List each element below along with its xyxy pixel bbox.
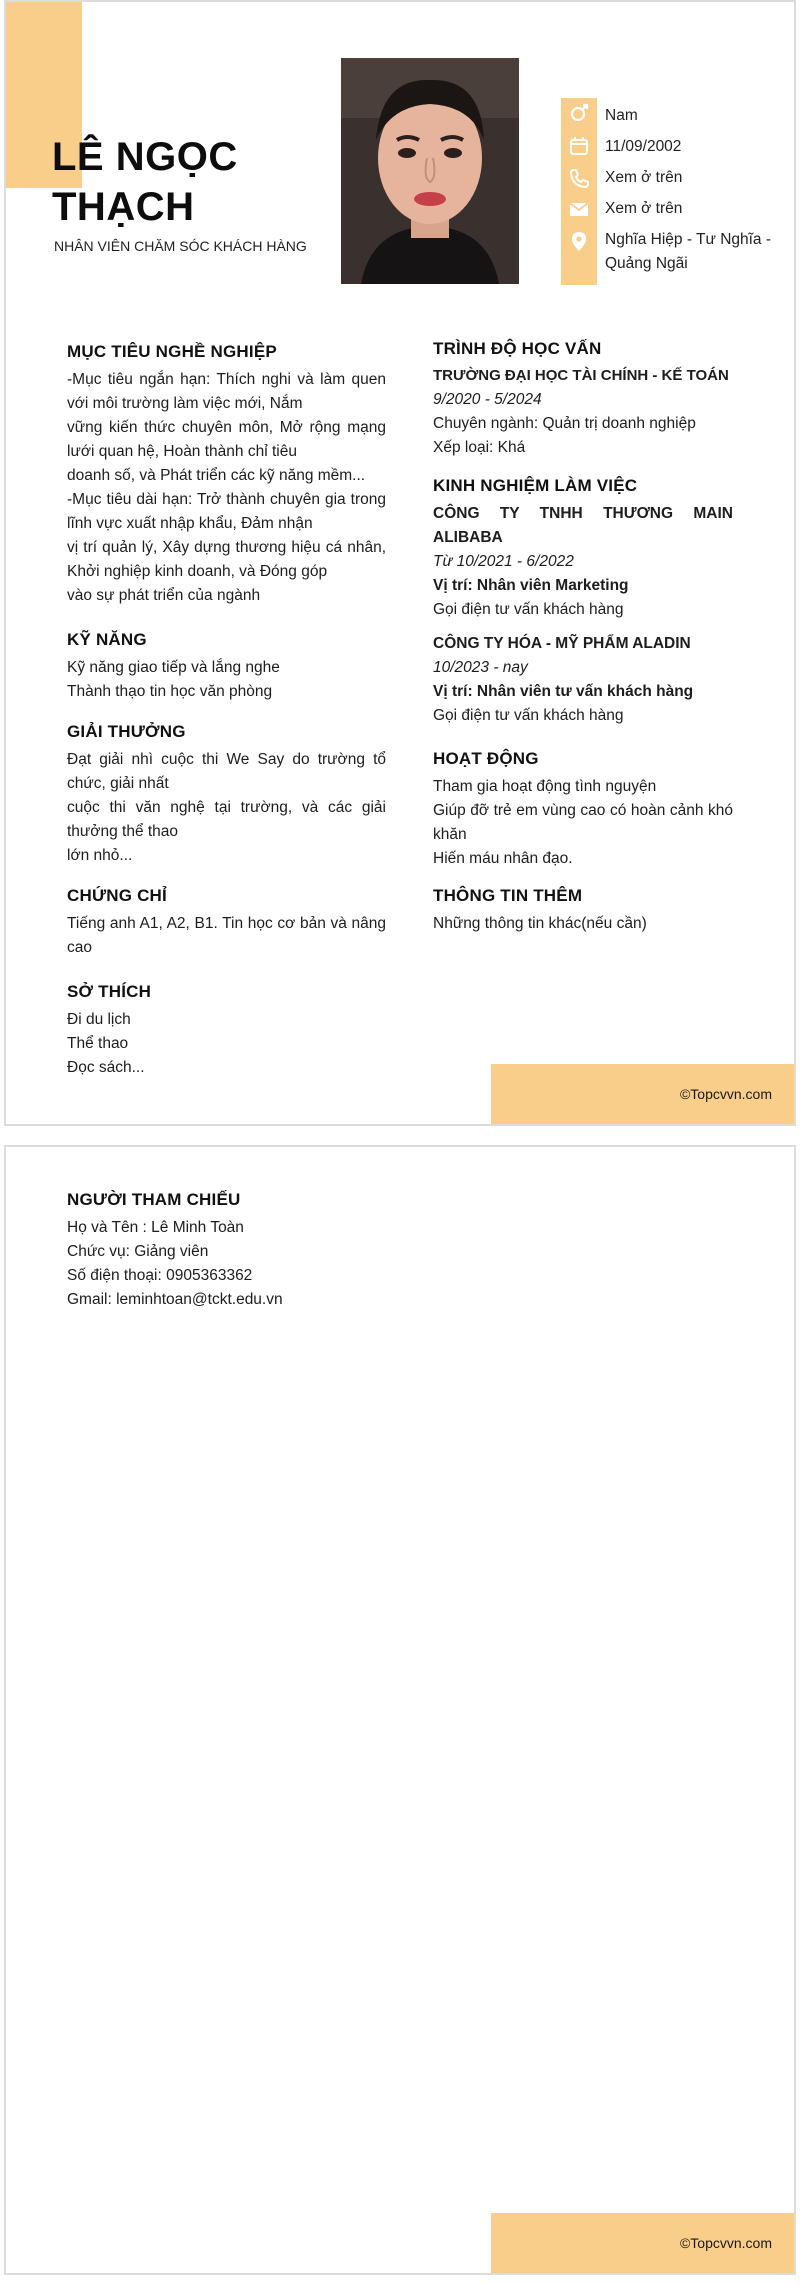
activity-line: Giúp đỡ trẻ em vùng cao có hoàn cảnh khó khăn [433,802,733,843]
skill-item: Thành thạo tin học văn phòng [67,683,273,700]
footer-band [491,1064,794,1124]
name-line-1: LÊ NGỌC [52,135,238,179]
job-title: NHÂN VIÊN CHĂM SÓC KHÁCH HÀNG [54,238,307,254]
footer-band [491,2213,794,2273]
name-line-2: THẠCH [52,185,195,229]
mail-icon [568,198,590,220]
objective-text [67,368,386,608]
footer-brand: ©Topcvvn.com [679,2235,772,2251]
gender-icon [568,102,590,124]
contact-icon-bar [561,98,597,285]
section-title-more-info: THÔNG TIN THÊM [433,886,583,905]
objective-line: vị trí quản lý, Xây dựng thương hiệu cá nhân, Khởi nghiệp kinh doanh, và Đóng góp [67,539,386,580]
job-description: Gọi điện tư vấn khách hàng [433,707,624,724]
objective-line: vào sự phát triển của ngành [67,587,261,604]
more-info-text: Những thông tin khác(nếu cần) [433,915,647,932]
calendar-icon [568,135,590,157]
awards-text [67,748,386,868]
section-title-hobbies: SỞ THÍCH [67,982,152,1001]
school-name: TRƯỜNG ĐẠI HỌC TÀI CHÍNH - KẾ TOÁN [433,367,729,384]
cv-page-1 [4,0,796,1126]
activities-block [433,775,733,871]
reference-line: Chức vụ: Giảng viên [67,1243,209,1260]
portrait-image [341,58,519,284]
hobby-item: Đi du lịch [67,1011,131,1028]
activity-line: Hiến máu nhân đạo. [433,850,573,867]
company-name: CÔNG TY HÓA - MỸ PHẨM ALADIN [433,635,691,652]
hobby-item: Đọc sách... [67,1059,145,1076]
references-block [67,1216,467,1312]
profile-photo [341,58,519,284]
job-period: 10/2023 - nay [433,659,528,676]
reference-line: Họ và Tên : Lê Minh Toàn [67,1219,244,1236]
skills-list [67,656,386,704]
education-block [433,364,733,460]
reference-line: Số điện thoại: 0905363362 [67,1267,253,1284]
education-major: Chuyên ngành: Quản trị doanh nghiệp [433,415,696,432]
job-position: Vị trí: Nhân viên Marketing [433,577,629,594]
email-value: Xem ở trên [605,200,683,217]
award-line: cuộc thi văn nghệ tại trường, và các giải thưởng thể thao [67,799,386,840]
job-position: Vị trí: Nhân viên tư vấn khách hàng [433,683,694,700]
company-name: CÔNG TY TNHH THƯƠNG MAIN ALIBABA [433,505,733,546]
section-title-awards: GIẢI THƯỞNG [67,722,186,741]
hobby-item: Thể thao [67,1035,129,1052]
objective-line: -Mục tiêu dài hạn: Trở thành chuyên gia trong lĩnh vực xuất nhập khẩu, Đảm nhận [67,491,386,532]
birthday-value: 11/09/2002 [605,138,682,155]
section-title-education: TRÌNH ĐỘ HỌC VẤN [433,339,602,358]
award-line: lớn nhỏ... [67,847,133,864]
section-title-activities: HOẠT ĐỘNG [433,749,539,768]
certificates-text: Tiếng anh A1, A2, B1. Tin học cơ bản và nâng cao [67,915,386,956]
award-line: Đạt giải nhì cuộc thi We Say do trường tổ chức, giải nhất [67,751,386,792]
job-period: Từ 10/2021 - 6/2022 [433,553,574,570]
objective-line: doanh số, và Phát triển các kỹ năng mềm... [67,467,366,484]
objective-line: -Mục tiêu ngắn hạn: Thích nghi và làm quen với môi trường làm việc mới, Nắm [67,371,386,412]
candidate-name [52,132,352,232]
location-icon [568,230,590,252]
job-description: Gọi điện tư vấn khách hàng [433,601,624,618]
section-title-skills: KỸ NĂNG [67,630,147,649]
cv-page-2 [4,1145,796,2275]
section-title-experience: KINH NGHIỆM LÀM VIỆC [433,476,638,495]
experience-block [433,502,733,728]
skill-item: Kỹ năng giao tiếp và lắng nghe [67,659,280,676]
address-line-2: Quảng Ngãi [605,255,688,272]
hobbies-list [67,1008,386,1080]
address-line-1: Nghĩa Hiệp - Tư Nghĩa - [605,231,772,248]
reference-line: Gmail: leminhtoan@tckt.edu.vn [67,1291,283,1308]
section-title-objective: MỤC TIÊU NGHỀ NGHIỆP [67,342,277,361]
activity-line: Tham gia hoạt động tình nguyện [433,778,657,795]
education-period: 9/2020 - 5/2024 [433,391,542,408]
phone-value: Xem ở trên [605,169,683,186]
gender-value: Nam [605,107,638,124]
objective-line: vững kiến thức chuyên môn, Mở rộng mạng lưới quan hệ, Hoàn thành chỉ tiêu [67,419,386,460]
footer-brand: ©Topcvvn.com [679,1086,772,1102]
phone-icon [568,167,590,189]
address-value [605,228,771,276]
section-title-references: NGƯỜI THAM CHIẾU [67,1190,241,1209]
section-title-certificates: CHỨNG CHỈ [67,886,167,905]
education-rank: Xếp loại: Khá [433,439,526,456]
